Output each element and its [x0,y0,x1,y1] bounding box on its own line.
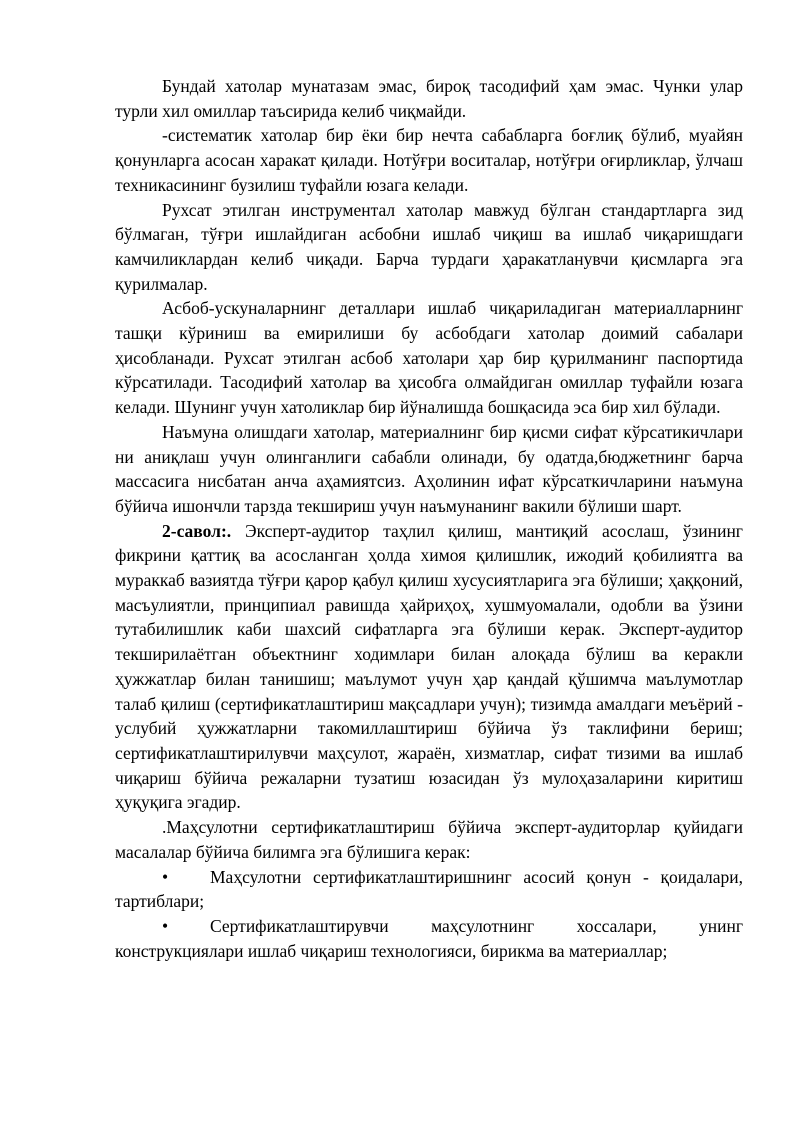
paragraph-instrumental-errors: Рухсат этилган инструментал хатолар мавжуд бўлган стандартларга зид бўлмаган, тўғри ишлайдиган асбобни ишлаб чиқиш ва ишлаб чиқаришдаги камчиликлардан келиб чиқади. Барча турдаги ҳаракатланувчи қисмларга эга қурилмалар. [115,199,743,294]
bullet-icon: • [162,915,169,936]
list-item [115,914,743,963]
list-item-text: Сертификатлаштирувчи маҳсулотнинг хоссалари, унинг конструкциялари ишлаб чиқариш технологияси, бирикма ва материаллар; [115,915,743,961]
paragraph-sampling-errors: Наъмуна олишдаги хатолар, материалнинг бир қисми сифат кўрсатикичлари ни аниқлаш учун олинганлиги сабабли олинади, бу одатда,бюджетнинг барча массасига нисбатан анча аҳамиятсиз. Аҳолинин ифат кўрсаткичларини наъмуна бўйича ишончли тарзда текшириш учун наъмунанинг вакили бўлиши шарт. [115,421,743,516]
paragraph-knowledge-intro: .Маҳсулотни сертификатлаштириш бўйича эксперт-аудиторлар қуйидаги масалалар бўйича билимга эга бўлишига керак: [115,817,743,862]
list-item-text: Маҳсулотни сертификатлаштиришнинг асосий қонун - қоидалари, тартиблари; [115,866,743,912]
paragraph-question-2 [115,519,743,815]
question-text: Эксперт-аудитор таҳлил қилиш, мантиқий асослаш, ўзининг фикрини қаттиқ ва асосланган ҳолда химоя қилишлик, ижодий қобилиятга ва мураккаб вазиятда тўғри қарор қабул қилиш хусусиятларига эга бўлиши; ҳаққоний, масъулиятли, принципиал равишда ҳайриҳоҳ, хушмуомалали, одобли ва ўзини тутабилишлик каби шахсий сифатларга эга бўлиши керак. Эксперт-аудитор текширилаётган объектнинг ходимлари билан алоқада бўлиш ва керакли ҳужжатлар билан танишиш; маълумот учун ҳар қандай қўшимча маълумотлар талаб қилиш (сертификатлаштириш мақсадлари учун); тизимда амалдаги меъёрий - услубий ҳужжатларни такомиллаштириш бўйича ўз таклифини бериш; сертификатлаштирилувчи маҳсулот, жараён, хизматлар, сифат тизими ва ишлаб чиқариш бўйича режаларни тузатиш юзасидан ўз мулоҳазаларини киритиш ҳуқуқига эгадир. [115,520,743,813]
paragraph-random-errors: Бундай хатолар мунатазам эмас, бироқ тасодифий ҳам эмас. Чунки улар турли хил омиллар таъсирида келиб чиқмайди. [115,76,743,121]
list-item [115,865,743,914]
paragraph-equipment-errors: Асбоб-ускуналарнинг деталлари ишлаб чиқариладиган материалларнинг ташқи кўриниш ва емирилиши бу асбобдаги хатолар доимий сабалари ҳисобланади. Рухсат этилган асбоб хатолари ҳар бир қурилманинг паспортида кўрсатилади. Тасодифий хатолар ва ҳисобга олмайдиган омиллар туфайли юзага келади. Шунинг учун хатоликлар бир йўналишда бошқасида эса бир хил бўлади. [115,298,743,418]
paragraph-systematic-errors: -систематик хатолар бир ёки бир нечта сабабларга боғлиқ бўлиб, муайян қонунларга асосан харакат қилади. Нотўғри воситалар, нотўғри оғирликлар, ўлчаш техникасининг бузилиш туфайли юзага келади. [115,125,743,195]
bullet-icon: • [162,866,169,887]
question-label: 2-савол:. [162,520,232,541]
